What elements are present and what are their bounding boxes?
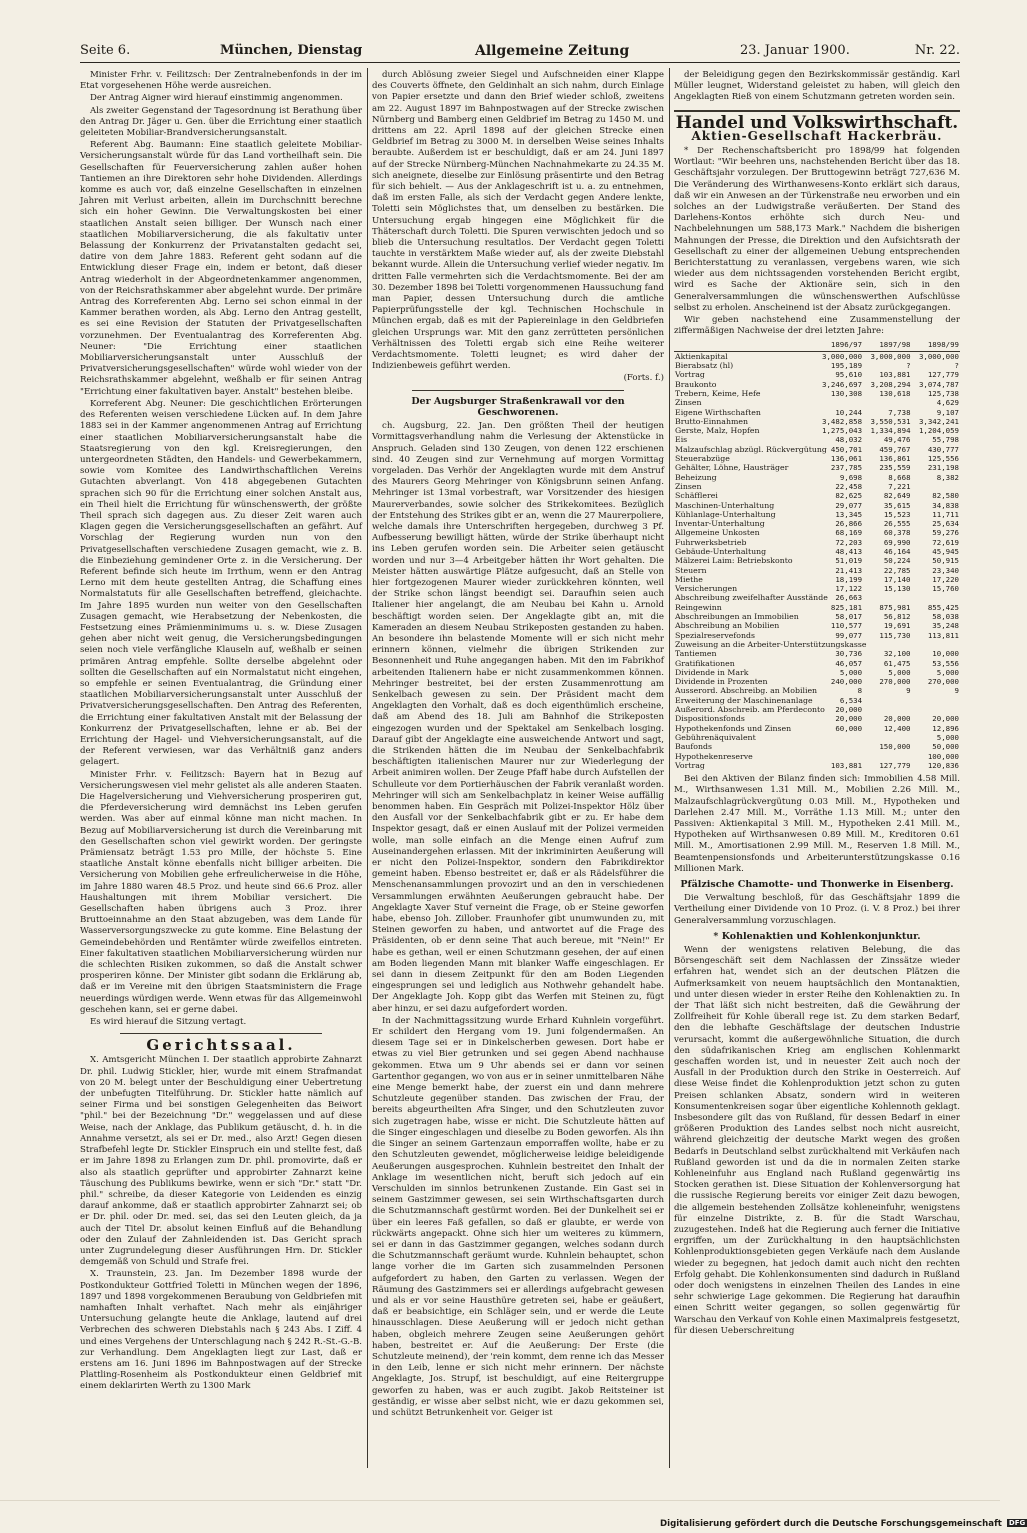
article-paragraph: Der Antrag Aigner wird hierauf einstimmig angenommen. <box>90 93 343 104</box>
page-number: Seite 6. <box>80 43 131 58</box>
table-cell: 61,475 <box>883 658 911 668</box>
article-paragraph: der Beleidigung gegen den Bezirkskommissär geständig. Karl Müller leugnet, Widerstand geleistet zu haben, will gleich den Angeklagten Rieß von einem Schutzmann getreten worden sein. <box>674 70 960 103</box>
table-row <box>674 696 960 705</box>
table-cell: 35,248 <box>932 621 959 631</box>
table-row-label: Brutto-Einnahmen <box>675 416 749 426</box>
table-row-label: Erweiterung der Maschinenanlage <box>675 695 813 705</box>
table-row-label: Schäfflerei <box>675 491 718 501</box>
article-paragraph: Referent Abg. Baumann: Eine staatlich geleitete Mobiliar-Versicherungsanstalt würde für das Land vortheilhaft sein. Die Gesellschaften für Feuerversicherung zahlen außer hohen Tantiemen an ihre Direktoren sehr hohe Dividenden. Allerdings komme es auch vor, daß einzelne Gesellschaften in einzelnen Jahren mit Verlust arbeiten, allein im Durchschnitt berechne sich ein hoher Gewinn. Die Verwaltungskosten bei einer staatlichen Anstalt seien billiger. Der Wunsch nach einer staatlichen Mobiliarversicherung, die als fakultativ unter Belassung der Konkurrenz der Privatanstalten gedacht sei, datire von dem Jahre 1883. Referent geht sodann auf die Entwicklung dieser Frage ein, indem er betont, daß dieser Antrag wiederholt in der Abgeordnetenkammer angenommen, von der Reichsrathskammer aber abgelehnt wurde. Der primäre Antrag des Korreferenten Abg. Lerno sei schon einmal in der Kammer berathen worden, als Abg. Lerno den Antrag gestellt, es sei eine Revision der Statuten der Privatgesellschaften vorzunehmen. Der Eventualantrag des Korreferenten Abg. Neuner: "Die Errichtung einer staatlichen Mobiliarversicherungsanstalt unter Ausschluß der Privatversicherungsgesellschaften" würde wohl wieder von der Reichsrathskammer abgelehnt, weßhalb er für seinen Antrag "Errichtung einer fakultativen bayer. Anstalt" bestehen bleibe. <box>80 140 362 397</box>
table-cell: 3,000,000 <box>918 351 959 361</box>
table-row-label: Gehälter, Löhne, Hausträger <box>675 463 789 473</box>
place-date-line: München, Dienstag <box>220 43 363 58</box>
issue-date: 23. Januar 1900. <box>740 43 850 58</box>
section-separator <box>674 110 960 112</box>
section-heading-court: Gerichtssaal. <box>146 1036 296 1055</box>
table-cell: 11,711 <box>932 509 959 519</box>
continuation-note: (Forts. f.) <box>623 373 664 384</box>
table-year-header: 1898/99 <box>912 339 960 351</box>
table-row-label: Aktienkapital <box>675 351 728 361</box>
table-cell: 5,000 <box>936 732 959 742</box>
table-row <box>674 445 960 454</box>
table-cell: 50,000 <box>932 742 959 752</box>
table-row-label: Dispositionsfonds <box>675 714 745 724</box>
table-row <box>674 640 960 649</box>
table-cell: 58,038 <box>932 612 959 622</box>
table-row <box>674 482 960 491</box>
table-cell <box>815 742 863 751</box>
table-cell: 130,308 <box>830 388 863 398</box>
table-cell: 100,000 <box>927 751 959 761</box>
table-row-label: Außerord. Abschreib. am Pferdeconto <box>675 705 825 715</box>
table-cell: 56,812 <box>883 612 911 622</box>
table-cell: 30,736 <box>835 649 863 659</box>
column-1 <box>80 70 362 1465</box>
table-cell: 60,000 <box>835 723 863 733</box>
table-row-label: Ausserord. Abschreibg. an Mobilien <box>675 686 818 696</box>
table-row <box>674 361 960 370</box>
table-cell: 855,425 <box>927 602 959 612</box>
table-row-label: Gebührenäquivalent <box>675 732 756 742</box>
table-cell: 237,785 <box>830 463 863 473</box>
table-cell: 45,945 <box>932 547 959 556</box>
newspaper-title: Allgemeine Zeitung <box>475 43 630 59</box>
table-cell: 127,779 <box>927 370 959 380</box>
table-row <box>674 501 960 510</box>
table-cell: 69,990 <box>883 537 911 547</box>
footer-text: Digitalisierung gefördert durch die Deutsche Forschungsgemeinschaft <box>660 1519 1002 1529</box>
table-row <box>674 491 960 500</box>
table-cell: 459,767 <box>879 444 911 454</box>
table-row-label: Bierabsatz (hl) <box>675 361 734 371</box>
table-cell: 20,000 <box>835 714 863 724</box>
column-rule <box>669 68 670 1468</box>
table-row <box>674 547 960 556</box>
table-cell: 9,107 <box>936 407 959 417</box>
table-cell: 50,915 <box>932 556 959 566</box>
table-row <box>674 659 960 668</box>
table-cell: 26,866 <box>835 519 863 529</box>
table-cell: 3,208,294 <box>870 379 911 389</box>
table-cell: 13,345 <box>835 509 863 519</box>
table-cell: 95,610 <box>835 370 863 380</box>
article-paragraph: Es wird hierauf die Sitzung vertagt. <box>90 1017 247 1028</box>
article-heading-augsburg: Der Augsburger Straßenkrawall vor den Geschworenen. <box>411 395 625 418</box>
table-row <box>674 724 960 733</box>
article-heading-kohlen: * Kohlenaktien und Kohlenkonjunktur. <box>713 930 921 942</box>
table-row-label: Tantiemen <box>675 649 717 659</box>
table-row <box>674 510 960 519</box>
table-row <box>674 435 960 444</box>
table-row-label: Hypothekenfonds und Zinsen <box>675 723 792 733</box>
table-cell: 51,019 <box>835 556 863 566</box>
table-cell: 17,220 <box>932 574 959 584</box>
table-row-label: Inventar-Unterhaltung <box>675 519 765 529</box>
table-cell: 115,730 <box>879 630 911 640</box>
table-cell: 3,074,787 <box>918 379 959 389</box>
article-paragraph: Minister Frhr. v. Feilitzsch: Der Zentralnebenfonds in der im Etat vorgesehenen Höhe werde ausreichen. <box>80 70 362 92</box>
table-row <box>674 417 960 426</box>
table-row-label: Dividende in Prozenten <box>675 677 768 687</box>
table-cell: 19,691 <box>883 621 911 631</box>
table-cell: 72,619 <box>932 537 959 547</box>
table-cell: 22,458 <box>835 481 863 491</box>
table-row <box>674 408 960 417</box>
table-cell: 1,204,059 <box>918 426 959 436</box>
table-cell: 3,246,697 <box>822 379 863 389</box>
table-cell: 48,032 <box>835 435 863 445</box>
financial-table <box>674 339 960 770</box>
table-cell: 15,760 <box>932 584 959 594</box>
table-cell: 35,615 <box>883 500 911 510</box>
table-cell: 6,534 <box>839 695 863 705</box>
table-year-header: 1897/98 <box>863 339 911 351</box>
table-cell <box>863 733 911 742</box>
issue-number: Nr. 22. <box>914 43 960 58</box>
table-cell <box>912 593 960 602</box>
table-cell: 103,881 <box>879 370 911 380</box>
table-cell: 55,798 <box>932 435 959 445</box>
table-row <box>674 649 960 658</box>
table-cell: 231,198 <box>927 463 959 473</box>
article-paragraph: durch Ablösung zweier Siegel und Aufschneiden einer Klappe des Couverts öffnete, den Geldinhalt an sich nahm, durch Einlage von Papier ersetzte und dann den Brief wieder schloß, zweitens am 22. August 1897 im Bahnpostwagen auf der Strecke zwischen Nürnberg und Bamberg einen Geldbrief im Betrag zu 1450 M. und drittens am 22. April 1898 auf der gleichen Strecke einen Geldbrief im Betrag zu 3000 M. in derselben Weise seines Inhalts beraubte. Außerdem ist er beschuldigt, daß er am 24. Juni 1897 auf der Strecke Nürnberg-München Nachnahmekarte zu 24.35 M. sich aneignete, dieselbe zur Einlösung präsentirte und den Betrag für sich behielt. — Aus der Anklageschrift ist u. a. zu entnehmen, daß im ersten Falle, als sich der Verdacht gegen Andere lenkte, Toletti sein Möglichstes that, um denselben zu bestärken. Die Untersuchung ergab hingegen eine Möglichkeit für die Thäterschaft durch Toletti. Die Spuren verwischten jedoch und so blieb die Untersuchung resultatlos. Der Verdacht gegen Toletti tauchte in verstärktem Maße wieder auf, als der zweite Diebstahl bekannt wurde. Allein die Untersuchung verlief wieder negativ. Im dritten Falle vermehrten sich die Verdachtsmomente. Bei der am 30. Dezember 1898 bei Toletti vorgenommenen Haussuchung fand man Papier, dessen Untersuchung durch die amtliche Papierprüfungsstelle der kgl. Technischen Hochschule in München ergab, daß es mit der Papiereinlage in den Geldbriefen gleichen Ursprungs war. Mit den ganz zerrütteten persönlichen Verhältnissen des Toletti ergab sich eine Reihe weiterer Verdachtsmomente. Toletti leugnet; es wird daher der Indizienbeweis geführt werden. <box>372 70 664 372</box>
article-paragraph: Bei den Aktiven der Bilanz finden sich: Immobilien 4.58 Mill. M., Wirthsanwesen 1.31 Mill. M., Mobilien 2.26 Mill. M., Malzaufschlagrückvergütung 0.03 Mill. M., Hypotheken und Darlehen 2.47 Mill. M., Vorräthe 1.13 Mill. M.; unter den Passiven: Aktienkapital 3 Mill. M., Hypotheken 2.41 Mill. M., Hypotheken auf Wirthsanwesen 0.89 Mill. M., Kreditoren 0.61 Mill. M., Amortisationen 2.99 Mill. M., Reserven 1.8 Mill. M., Beamtenpensionsfonds und Arbeiterunterstützungskasse 0.16 Millionen Mark. <box>674 774 960 874</box>
dfg-logo-icon: DFG <box>1008 1519 1026 1527</box>
table-row-label: Zinsen <box>675 481 702 491</box>
table-cell: 82,580 <box>932 491 959 501</box>
table-row <box>674 714 960 723</box>
article-paragraph: In der Nachmittagssitzung wurde Erhard Kuhnlein vorgeführt. Er schildert den Hergang vom 19. Juni folgendermaßen. An diesem Tage sei er in Dinkelscherben gewesen. Dort habe er etwas zu viel Bier getrunken und sei gegen Abend nachhause gekommen. Etwa um 9 Uhr abends sei er dann vor seinen Gartenthor gegangen, wo von aus er in seiner unmittelbaren Nähe eine Menge bemerkt habe, der zuerst ein und dann mehrere Schutzleute gegenüber standen. Das zwischen der Frau, der bereits abgeurtheilten Afra Singer, und den Schutzleuten zuvor sich zugetragen habe, wisse er nicht. Die Schutzleute hätten auf die Singer eingeschlagen und dieselbe zu Boden geworfen. Als ihn die Singer an seinem Gartenzaun emporraffen wollte, habe er zu den Schutzleuten gewendet, möglicherweise leidige beleidigende Aeußerungen ausgesprochen. Kuhnlein bestreitet den Inhalt der Anklage im wesentlichen nicht, beruft sich jedoch auf ein Verschulden im sinnlos betrunkenen Zustande. Ein Gast sei in seinem Gastzimmer gewesen, sei sein Wirthschaftsgarten durch die Schutzmannschaft gestürmt worden. Bei der Dunkelheit sei er über ein leeres Faß gefallen, so daß er glaubte, er werde von rückwärts angepackt. Ohne sich hier um weiteres zu kümmern, sei er dann in das Gastzimmer gegangen, welches sodann durch die Schutzmannschaft geräumt wurde. Kuhnlein behauptet, schon lange vorher die im Garten sich zusammelnden Personen aufgefordert zu haben, den Garten zu verlassen. Wegen der Räumung des Gastzimmers sei er allerdings aufgebracht gewesen und als er vor seine Hausthüre getreten sei, habe er geäußert, daß er beabsichtige, ein Schläger sein, und er werde die Leute hinausschlagen. Diese Aeußerung will er jedoch nicht gethan haben, obgleich mehrere Zeugen seine Aeußerungen gehört haben, bestreitet er. Auf die Aeußerung: Der Erste (die Schutzleute meinend), der 'rein kommt, dem renne ich das Messer in den Leib, lenne er sich nicht mehr erinnern. Der nächste Angeklagte, Jos. Strupf, ist beschuldigt, auf eine Reitergruppe geworfen zu haben, was er auch zugibt. Jakob Reitsteiner ist geständig, er wisse aber selbst nicht, wie er dazu gekommen sei, und schützt Betrunkenheit vor. Geiger ist <box>372 1015 664 1418</box>
section-heading-trade: Handel und Volkswirthschaft. <box>675 112 959 133</box>
table-cell: 5,000 <box>888 667 911 677</box>
table-row-label: Spezialreservefonds <box>675 630 755 640</box>
table-cell: 82,649 <box>883 491 911 501</box>
table-cell: 99,077 <box>835 630 863 640</box>
table-cell: 4,629 <box>936 398 959 408</box>
table-row-label: Eigene Wirthschaften <box>675 407 761 417</box>
table-cell: 18,199 <box>835 574 863 584</box>
table-cell: 103,881 <box>830 760 863 770</box>
table-cell: 270,000 <box>879 677 911 687</box>
table-row <box>674 742 960 751</box>
table-cell: 5,000 <box>936 667 959 677</box>
article-paragraph: Als zweiter Gegenstand der Tagesordnung ist Berathung über den Antrag Dr. Jäger u. Gen. über die Errichtung einer staatlich geleiteten Mobiliar-Brandversicherungsanstalt. <box>80 105 362 139</box>
table-row-label: Abschreibungen an Immobilien <box>675 612 799 622</box>
table-cell: 3,000,000 <box>822 351 863 361</box>
article-paragraph: Korreferent Abg. Neuner: Die geschichtlichen Erörterungen des Referenten weisen verschiedene Lücken auf. In dem Jahre 1883 sei in der Kammer angenommenen Antrag auf Errichtung einer staatlichen Mobiliarversicherungsanstalt habe die Staatsregierung von den kgl. Kreisregierungen, den untergeordneten Städten, den Handels- und Gewerbekammern, sowie vom Komitee des Landwirthschaftlichen Vereins Gutachten abverlangt. Von 418 abgegebenen Gutachten sprachen sich 90 für die Errichtung einer solchen Anstalt aus, ein Theil hielt die Errichtung für wünschenswerth, der größte Theil sprach sich dagegen aus. Zu dieser Zeit waren auch Klagen gegen die Versicherungsgesellschaften an gefährt. Auf Vorschlag der Regierung wurden nun von den Privatgesellschaften verschiedene Zusagen gemacht, wie z. B. die Einbeziehung gemindener Orte z. in die Versicherung. Der Referent befinde sich heute im Irrthum, wenn er den Antrag Lerno mit dem heute gestellten Antrag, die Schaffung eines Normalstatuts für alle Gesellschaften betreffend, gleichachte. Im Jahre 1895 wurden nun weiter von den Gesellschaften Zusagen gemacht, wie Herabsetzung der Nebenkosten, die Festsetzung eines Prämienminimums u. s. w. Diese Zusagen gehen aber nicht weit genug, die Versicherungsbedingungen seien noch viele verfängliche Klauseln auf, weßhalb er seinen primären Antrag empfehle. Sollte derselbe abgelehnt oder sollten die Gesellschaften auf ein Normalstatut nicht eingehen, so empfehle er seinen Eventualantrag, die Gründung einer staatlichen Mobiliarversicherungsanstalt unter Ausschluß der Privatversicherungsgesellschaften. Den Antrag des Referenten, die Errichtung einer fakultativen Anstalt mit der Belassung der Konkurrenz der Privatgesellschaften, lehne er ab. Bei der Errichtung der Hagel- und Viehversicherungsanstalt, auf die der Referent verwiesen, war das Verhältniß ganz anders gelagert. <box>80 398 362 768</box>
article-paragraph: * Der Rechenschaftsbericht pro 1898/99 hat folgenden Wortlaut: "Wir beehren uns, nachstehenden Bericht über das 18. Geschäftsjahr vorzulegen. Der Bruttogewinn beträgt 727,636 M. Die Veränderung des Wirthanwesens-Konto erklärt sich daraus, daß wir ein Anwesen an der Türkenstraße neu erworben und ein solches an der Ludwigstraße veräußerten. Der Stand des Darlehens-Kontos erhöhte sich durch Neu- und Nachbelehnungen um 588,173 Mark." Nachdem die bisherigen Mahnungen der Presse, die Direktion und den Aufsichtsrath der Gesellschaft zu einer der allgemeinen Uebung entsprechenden Berichterstattung zu veranlassen, vergebens waren, wie sich wieder aus dem nichtssagenden vorstehenden Bericht ergibt, wird es Sache der Aktionäre sein, sich in den Generalversammlungen die wünschenswerthen Aufschlüsse selbst zu erholen. Anscheinend ist der Absatz zurückgegangen. <box>674 146 960 313</box>
table-row-label: Versicherungen <box>675 584 738 594</box>
table-row <box>674 473 960 482</box>
table-cell: 9 <box>954 686 959 696</box>
table-row <box>674 686 960 695</box>
table-cell: 7,738 <box>888 407 911 417</box>
table-row-label: Braukonto <box>675 379 717 389</box>
table-cell: 10,244 <box>835 407 863 417</box>
table-row <box>674 351 960 361</box>
table-row <box>674 593 960 602</box>
table-row-label: Reingewinn <box>675 602 722 612</box>
table-cell <box>912 640 960 649</box>
table-cell: 15,523 <box>883 509 911 519</box>
table-cell: 7,221 <box>888 481 911 491</box>
table-row-label: Kühlanlage-Unterhaltung <box>675 509 776 519</box>
table-row <box>674 733 960 742</box>
table-row-label: Gebäude-Unterhaltung <box>675 547 767 556</box>
table-cell: 450,701 <box>830 444 863 454</box>
table-cell: 32,100 <box>883 649 911 659</box>
table-row <box>674 603 960 612</box>
article-paragraph: ch. Augsburg, 22. Jan. Den größten Theil der heutigen Vormittagsverhandlung nahm die Verlesung der Aktenstücke in Anspruch. Geladen sind 130 Zeugen, von denen 122 erschienen sind. 40 Zeugen sind zur Vernehmung auf morgen Vormittag vorgeladen. Das Verhör der Angeklagten wurde mit dem Anstruf des Maurers Georg Mehringer von Königsbrunn seinen Anfang. Mehringer ist 13mal vorbestraft, war Vorsitzender des hiesigen Maurerverbandes, sowie solcher des Strikekomitees. Bezüglich der Entstehung des Strikes gibt er an, wenn die 27 Maurerpoliere, welche damals ihre Unterschriften hergegeben, durchweg 3 Pf. Aufbesserung bewilligt hätten, würde der Strike überhaupt nicht ins Leben gerufen worden sein. Die Arbeiter seien getäuscht worden und nur 3—4 Arbeitgeber hätten ihr Wort gehalten. Die Meister hätten auswärtige Plätze aufgesucht, daß an Stelle von hier fortgezogenen Maurer wieder zurückkehren könnten, weil der Strike schon längst beendigt sei. Daraufhin seien auch Italiener hier angelangt, die am Neubau bei Kahn u. Arnold beschäftigt worden seien. Der Angeklagte gibt an, mit die Kameraden an diesem Neubau Strikeposten gestanden zu haben. An besondere ihn belastende Momente will er sich nicht mehr erinnern können, vielmehr die übrigen Strikenden zur Besonnenheit und Ruhe angegangen haben. Mit den im Fabrikhof arbeitenden Italienern habe er nicht zusammenkommen können. Mehringer bestreitet, bei der ersten Zusammenrottung am Senkelbach gewesen zu sein. Der Präsident macht dem Angeklagten den Vorhalt, daß es doch eigenthümlich erscheine, daß am Abend des 18. Juli am Bahnhof die Strikeposten eingezogen wurden und der Spektakel am Senkelbach losging. Darauf gibt der Angeklagte eine ausweichende Antwort und sagt, die Strikenden hätten die im Neubau der Senkelbachfabrik beschäftigten italienischen Maurer nur zur Wiederlegung der Arbeit animiren wollen. Der Zeuge Pfaff habe durch Aufstellen der Schulleute vor dem Portierhäuschen der Fabrik veranlaßt worden. Mehringer will sich am Senkelbachplatz in keiner Weise auffällig benommen haben. Ein Gespräch mit Polizei-Inspektor Hölz über den Ausfall vor der Senkelbachfabrik gibt er zu. Er habe dem Inspektor gesagt, daß er einen Auslauf mit der Polizei vermeiden wolle, man solle einfach an die Menge einen Aufruf zum Auseinandergehen erlassen. Mit der inkriminirten Aeußerung will er nicht den Polizei-Inspektor, sondern den Fabrikdirektor gemeint haben. Ebenso bestreitet er, daß er als Rädelsführer die Menschenansammlungen provozirt und an den in verschiedenen Versammlungen erwähnten Aeußerungen gebraucht habe. Der Angeklagte Xaver Stuf verneint die Frage, ob er Steine geworfen habe, ebenso Joh. Zillober. Fraunhofer gibt unumwunden zu, mit Steinen geworfen zu haben, und antwortet auf die Frage des Präsidenten, ob er denn seine That auch bereue, mit "Nein!" Er habe es gethan, weil er einen Schutzmann gesehen, der auf einen am Boden liegenden Mann mit blanker Waffe eingeschlagen. Er sei dann in diesem Zeitpunkt für den am Boden Liegenden eingesprungen sei und lediglich aus Nothwehr gehandelt habe. Der Angeklagte Joh. Kopp gibt das Werfen mit Steinen zu, fügt aber hinzu, er sei dazu aufgefordert worden. <box>372 421 664 1014</box>
table-row-label: Vortrag <box>675 370 705 380</box>
table-row-label: Zinsen <box>675 398 702 408</box>
table-cell: 136,861 <box>879 454 911 464</box>
table-row-label: Steuern <box>675 565 707 575</box>
table-cell: 20,000 <box>883 714 911 724</box>
table-year-header: 1896/97 <box>815 339 863 351</box>
table-cell <box>912 696 960 705</box>
table-cell: 26,555 <box>883 519 911 529</box>
table-row <box>674 584 960 593</box>
table-row <box>674 389 960 398</box>
table-cell: 3,550,531 <box>870 416 911 426</box>
table-cell: 125,738 <box>927 388 959 398</box>
table-row <box>674 370 960 379</box>
table-cell: 5,000 <box>839 667 863 677</box>
table-cell: 20,000 <box>835 705 863 715</box>
table-cell: 8,382 <box>936 472 959 482</box>
table-row <box>674 631 960 640</box>
table-cell: 150,000 <box>879 742 911 752</box>
table-cell: 68,169 <box>835 528 863 538</box>
table-cell: 17,122 <box>835 584 863 594</box>
column-2 <box>372 70 664 1465</box>
table-cell: 1,334,894 <box>870 426 911 436</box>
table-row-label: Malzaufschlag abzügl. Rückvergütung <box>675 444 827 454</box>
article-heading-chamotte: Pfälzische Chamotte- und Thonwerke in Eisenberg. <box>680 878 954 890</box>
table-cell: 34,838 <box>932 500 959 510</box>
table-cell: 113,811 <box>927 630 959 640</box>
table-cell: 8,668 <box>888 472 911 482</box>
table-cell: 127,779 <box>879 760 911 770</box>
table-row-label: Miethe <box>675 574 703 584</box>
table-cell: 53,556 <box>932 658 959 668</box>
table-row <box>674 612 960 621</box>
table-row <box>674 380 960 389</box>
article-paragraph: X. Traunstein, 23. Jan. Im Dezember 1898 wurde der Postkondukteur Gottfried Toletti in München wegen der 1896, 1897 und 1898 vorgekommenen Beraubung von Geldbriefen mit namhaften Inhalt verhaftet. Nach mehr als einjähriger Untersuchung gelangte heute die Anklage, lautend auf drei Verbrechen des schweren Diebstahls nach § 243 Abs. I Ziff. 4 und eines Vergehens der Unterschlagung nach § 242 R.-St.-G.-B. zur Verhandlung. Dem Angeklagten liegt zur Last, daß er erstens am 16. Juni 1896 im Bahnpostwagen auf der Strecke Plattling-Rosenheim als Postkondukteur einen Geldbrief mit einem deklarirten Werth zu 1300 Mark <box>80 1269 362 1392</box>
table-cell: 46,057 <box>835 658 863 668</box>
table-cell: 17,140 <box>883 574 911 584</box>
table-cell: 235,559 <box>879 463 911 473</box>
table-cell: 125,556 <box>927 454 959 464</box>
table-cell: 270,000 <box>927 677 959 687</box>
scan-edge <box>0 1500 1000 1501</box>
section-separator <box>412 390 624 391</box>
table-cell: 430,777 <box>927 444 959 454</box>
table-row-label: Fuhrwerksbetrieb <box>675 537 747 547</box>
table-cell <box>863 696 911 705</box>
column-3 <box>674 70 960 1465</box>
article-heading-hackerbraeu: Aktien-Gesellschaft Hackerbräu. <box>691 128 943 143</box>
table-row-label: Vortrag <box>675 760 705 770</box>
table-cell <box>863 705 911 714</box>
table-cell: 9 <box>906 686 911 696</box>
article-paragraph: Minister Frhr. v. Feilitzsch: Bayern hat in Bezug auf Versicherungswesen viel mehr gelistet als alle anderen Staaten. Die Hagelversicherung und Viehversicherung prosperiren gut, die Pferdeversicherung wird demnächst ins Leben gerufen werden. Was aber auf einmal könne man nicht machen. In Bezug auf Mobiliarversicherung ist durch die Vereinbarung mit den Gesellschaften schon viel gewirkt worden. Der geringste Prämiensatz beträgt 1.53 pro Mille, der höchste 5. Eine staatliche Anstalt könne ebenfalls nicht billiger arbeiten. Die Versicherung von Mobilien gehe erfreulicherweise in die Höhe, im Jahre 1880 waren 48.5 Proz. und heute sind 66.6 Proz. aller Haushaltungen mit ihrem Mobiliar versichert. Die Gesellschaften haben übrigens auch 3 Proz. ihrer Bruttoeinnahme an den Staat abzugeben, was dem Lande für Wasserversorgungszwecke zu gute komme. Eine Belastung der Gemeindebehörden und Rentämter würde zweifellos eintreten. Einer fakultativen staatlichen Mobiliarversicherung würden nur die schlechten Risiken zukommen, so daß die Anstalt schwer prosperiren könne. Der Minister gibt sodann die Erklärung ab, daß er im Vereine mit den übrigen Staatsministern die Frage neuerdings würdigen werde. Wenn etwas für das Allgemeinwohl geschehen kann, sei er gerne dabei. <box>80 769 362 1015</box>
table-row <box>674 705 960 714</box>
table-cell: 50,224 <box>883 556 911 566</box>
table-row <box>674 454 960 463</box>
table-row-label: Abschreibung an Mobilien <box>675 621 780 631</box>
table-row <box>674 519 960 528</box>
table-cell <box>912 705 960 714</box>
table-cell: 15,130 <box>883 584 911 594</box>
section-separator <box>120 1033 322 1034</box>
table-row <box>674 621 960 630</box>
table-row-label: Steuerabzüge <box>675 454 730 464</box>
table-cell: 12,400 <box>883 723 911 733</box>
table-cell <box>863 398 911 407</box>
table-row <box>674 668 960 677</box>
article-paragraph: Wenn der wenigstens relativen Belebung, die das Börsengeschäft seit dem Nachlassen der Zinssätze wieder erfahren hat, wendet sich an der deutschen Plätzen die Aufmerksamkeit von neuem hauptsächlich den Montanaktien, und unter diesen wieder in erster Reihe den Kohlenaktien zu. In der That läßt sich nicht bestreiten, daß die Gewährung der Zollfreiheit für Kohle überall rege ist. Zu dem starken Bedarf, den die lebhafte Geschäftslage der deutschen Industrie verursacht, kommt die außergewöhnliche Situation, die durch den südafrikanischen Krieg am englischen Kohlenmarkt geschaffen worden ist, und in neuester Zeit auch noch der Ausfall in der Produktion durch den Strike in Oesterreich. Auf diese Weise findet die Kohlenproduktion jetzt schon zu guten Preisen schlanken Absatz, sondern wird in weiteren Konsumentenkreisen sogar über eigentliche Kohlennoth geklagt. Insbesondere gilt das von Rußland, für dessen Bedarf in einer größeren Produktion des Landes selbst noch nicht ausreicht, während gleichzeitig der deutsche Markt wegen des großen Bedarfs in Deutschland selbst zurückhaltend mit Verkäufen nach Rußland geworden ist und da die in normalen Zeiten starke Kohleneinfuhr aus England nach Rußland gegenwärtig ins Stocken gerathen ist. Diese Situation der Kohlenversorgung hat die russische Regierung bereits vor einiger Zeit dazu bewogen, die allgemein bestehenden Zollsätze kohleneinfuhr, wenigstens für einzelne Distrikte, z. B. für die Stadt Warschau, zuzugestehen. Indeß hat die Regierung auch ferner die Initiative ergriffen, um der Zurückhaltung in den hauptsächlichsten Kohlenproduktionsgebieten gegen Verkäufe nach dem Auslande wieder zu begegnen, hat jedoch damit auch nicht den rechten Erfolg gehabt. Die Kohlenkonsumenten sind dadurch in Rußland oder doch wenigstens in einzelnen Theilen des Landes in eine sehr schwierige Lage gekommen. Die Regierung hat daraufhin einen Schritt weiter gegangen, so sollen gegenwärtig für Warschau den Verkauf von Kohle einen Maximalpreis festgesetzt, für diesen Ueberschreitung <box>674 944 960 1336</box>
table-cell: 82,625 <box>835 491 863 501</box>
table-cell: 136,061 <box>830 454 863 464</box>
table-row-label: Zuweisung an die Arbeiter-Unterstützungskasse <box>675 639 867 649</box>
table-cell: 23,340 <box>932 565 959 575</box>
table-cell <box>912 482 960 491</box>
table-cell: 9,698 <box>839 472 863 482</box>
table-cell: 58,017 <box>835 612 863 622</box>
table-cell: ? <box>954 361 959 371</box>
table-cell: 12,896 <box>932 723 959 733</box>
table-cell: 49,476 <box>883 435 911 445</box>
digitization-footer <box>660 1519 1026 1533</box>
article-paragraph: X. Amtsgericht München I. Der staatlich approbirte Zahnarzt Dr. phil. Ludwig Stickler, hier, wurde mit einem Strafmandat von 20 M. belegt unter der Beschuldigung einer Uebertretung der unbefugten Titelführung. Dr. Stickler hatte nämlich auf seiner Firma und bei sonstigen Gelegenheiten das Beiwort "phil." bei der Bezeichnung "Dr." weggelassen und auf diese Weise, nach der Anklage, das Publikum getäuscht, d. h. in die Annahme versetzt, als sei er Dr. med., also Arzt! Gegen diesen Strafbefehl legte Dr. Stickler Einspruch ein und stellte fest, daß er im Jahre 1898 zu Erlangen zum Dr. phil. promovirte, daß er also als staatlich geprüfter und approbirter Zahnarzt keine Täuschung des Publikums bewirke, wenn er sich "Dr." statt "Dr. phil." schreibe, da dieser Kategorie von Leidenden es einzig darauf ankomme, daß er staatlich approbirter Zahnarzt sei; ob er Dr. phil. oder Dr. med. sei, das sei den Leuten gleich, da ja auch der Titel Dr. absolut keinen Einfluß auf die Behandlung oder den Zulauf der Zahnleidenden ist. Das Gericht sprach unter Zugrundelegung dieser Ausführungen Hrn. Dr. Stickler demgemäß von Schuld und Strafe frei. <box>80 1055 362 1268</box>
table-cell: 20,000 <box>932 714 959 724</box>
table-row <box>674 752 960 761</box>
table-cell: 22,785 <box>883 565 911 575</box>
table-cell: 3,342,241 <box>918 416 959 426</box>
table-row-label: Beheizung <box>675 472 717 482</box>
table-row <box>674 398 960 407</box>
table-cell: 59,276 <box>932 528 959 538</box>
table-row-label: Allgemeine Unkosten <box>675 528 760 538</box>
table-cell: 130,618 <box>879 388 911 398</box>
table-row-label: Eis <box>675 435 688 445</box>
table-cell: 3,482,858 <box>822 416 863 426</box>
table-cell: 48,413 <box>835 547 863 556</box>
table-cell <box>863 752 911 761</box>
table-header-row <box>674 339 960 351</box>
table-cell <box>815 733 863 742</box>
table-cell: 110,577 <box>830 621 863 631</box>
table-cell: 10,000 <box>932 649 959 659</box>
table-row-label: Dividende in Mark <box>675 667 749 677</box>
table-cell <box>815 398 863 407</box>
table-cell: 60,378 <box>883 528 911 538</box>
table-row-label: Trebern, Keime, Hefe <box>675 388 761 398</box>
table-cell <box>863 640 911 649</box>
table-cell: 29,077 <box>835 500 863 510</box>
table-cell: 240,000 <box>830 677 863 687</box>
table-row-label: Hypothekenreserve <box>675 751 753 761</box>
table-row <box>674 556 960 565</box>
table-cell: 120,836 <box>927 760 959 770</box>
table-cell: 3,000,000 <box>870 351 911 361</box>
table-cell: 21,413 <box>835 565 863 575</box>
table-cell <box>815 752 863 761</box>
table-cell: 72,203 <box>835 537 863 547</box>
table-row <box>674 528 960 537</box>
table-row-label: Baufonds <box>675 742 712 752</box>
table-cell: 25,634 <box>932 519 959 529</box>
table-row <box>674 566 960 575</box>
table-row <box>674 575 960 584</box>
table-row-label: Abschreibung zweifelhafter Ausstände <box>675 593 828 603</box>
table-row <box>674 761 960 770</box>
masthead <box>80 40 960 63</box>
table-cell: 1,275,043 <box>822 426 863 436</box>
table-cell: 195,189 <box>830 361 863 371</box>
table-cell: 875,981 <box>879 602 911 612</box>
table-row-label: Gerste, Malz, Hopfen <box>675 426 760 436</box>
table-cell: 26,663 <box>835 593 863 603</box>
table-row <box>674 426 960 435</box>
table-cell <box>863 593 911 602</box>
article-paragraph: Die Verwaltung beschloß, für das Geschäftsjahr 1899 die Vertheilung einer Dividende von 10 Proz. (i. V. 8 Proz.) bei ihrer Generalversammlung vorzuschlagen. <box>674 893 960 926</box>
table-cell: 825,181 <box>830 602 863 612</box>
table-row <box>674 463 960 472</box>
table-row-label: Mälzerei Laim: Betriebskonto <box>675 556 793 566</box>
table-row <box>674 538 960 547</box>
table-cell: 8 <box>857 686 863 696</box>
column-rule <box>367 68 368 1468</box>
article-paragraph: Wir geben nachstehend eine Zusammenstellung der ziffermäßigen Nachweise der drei letzten Jahre: <box>674 315 960 337</box>
table-row-label: Maschinen-Unterhaltung <box>675 500 775 510</box>
table-row-label: Gratifikationen <box>675 658 735 668</box>
table-cell: ? <box>906 361 911 371</box>
table-cell: 46,164 <box>883 547 911 556</box>
table-row <box>674 677 960 686</box>
